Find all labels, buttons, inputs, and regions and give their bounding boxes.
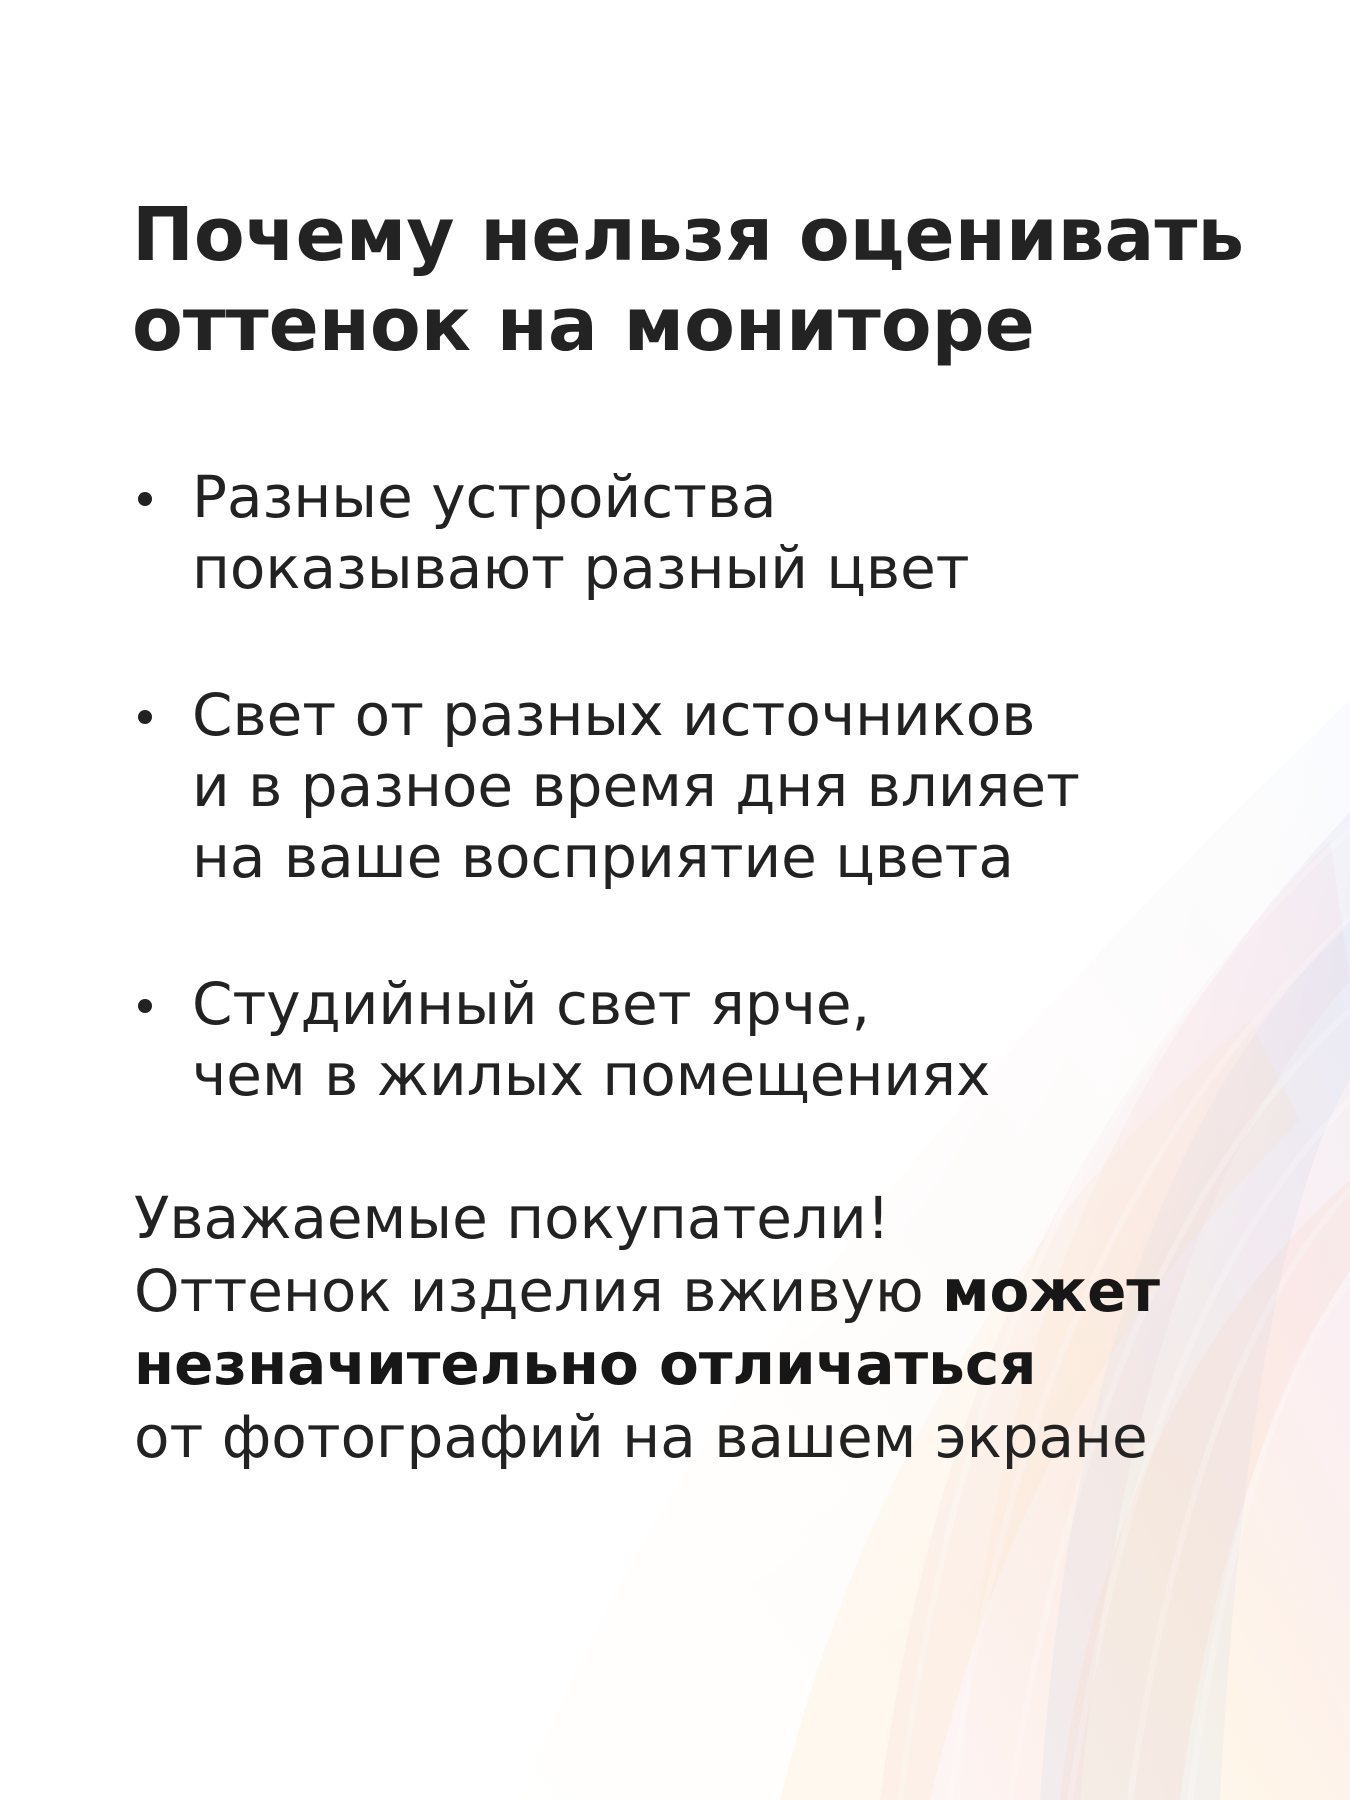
page-title-line-1: Почему нельзя оценивать — [132, 192, 1245, 278]
bullet-dot-icon — [138, 999, 152, 1013]
reason-studio-light-line-2: чем в жилых помещениях — [192, 1041, 991, 1109]
reason-devices-line-2: показывают разный цвет — [192, 534, 970, 602]
reason-light-sources-line-1: Свет от разных источников — [192, 681, 1036, 749]
notice-regular-text: Оттенок изделия вживую — [134, 1257, 943, 1325]
notice-line-4: от фотографий на вашем экране — [134, 1403, 1148, 1471]
reason-studio-light — [132, 969, 1182, 1111]
reason-light-sources-line-2: и в разное время дня влияет — [192, 752, 1080, 820]
reasons-list — [132, 462, 1182, 1187]
page-title — [132, 190, 1282, 370]
notice-bold-line: незначительно отличаться — [134, 1330, 1037, 1398]
customer-greeting: Уважаемые покупатели! — [134, 1184, 890, 1252]
bullet-dot-icon — [138, 710, 152, 724]
customer-notice — [134, 1182, 1274, 1474]
bullet-dot-icon — [138, 492, 152, 506]
page-title-line-2: оттенок на мониторе — [132, 282, 1035, 368]
reason-light-sources-line-3: на ваше восприятие цвета — [192, 823, 1014, 891]
reason-studio-light-line-1: Студийный свет ярче, — [192, 970, 871, 1038]
reason-devices — [132, 462, 1182, 604]
reason-devices-line-1: Разные устройства — [192, 463, 777, 531]
reason-light-sources — [132, 680, 1182, 893]
notice-line-2 — [134, 1255, 1274, 1328]
notice-bold-text: может — [942, 1257, 1161, 1325]
